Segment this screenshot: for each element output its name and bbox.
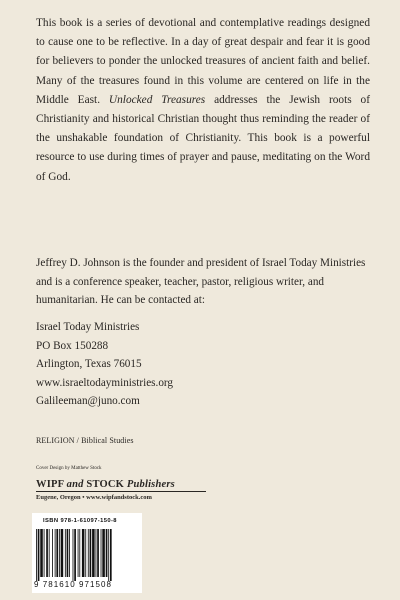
contact-address <box>36 318 173 411</box>
address-po-box: PO Box 150288 <box>36 339 109 352</box>
barcode-bar <box>44 529 45 577</box>
barcode-bar <box>82 529 85 577</box>
publisher-name-part-2: STOCK <box>83 479 127 490</box>
barcode-bar <box>102 529 105 577</box>
book-title-italic: Unlocked Treasures <box>108 93 206 106</box>
publisher-name-part-3: Publishers <box>126 479 175 490</box>
barcode-bar <box>74 529 76 581</box>
subject-category: RELIGION / Biblical Studies <box>36 436 134 445</box>
barcode-bar <box>96 529 97 577</box>
barcode-bar <box>90 529 92 577</box>
barcode-bar <box>46 529 48 577</box>
barcode-image <box>36 529 138 581</box>
barcode-bar <box>40 529 43 577</box>
address-website: www.israeltodayministries.org <box>36 376 174 389</box>
barcode-bar <box>55 529 56 577</box>
blurb-section <box>36 14 370 187</box>
publisher-name-and: and <box>66 479 84 490</box>
barcode-bar <box>61 529 64 577</box>
barcode-bar <box>69 529 70 577</box>
barcode-bar <box>92 529 95 577</box>
author-bio: Jeffrey D. Johnson is the founder and president of Israel Today Ministries and is a conference speaker, teacher, pastor, religious writer, and humanitarian. He can be contacted at: <box>36 257 366 307</box>
barcode-bar <box>106 529 108 577</box>
book-description <box>36 14 370 187</box>
barcode-bar <box>65 529 66 577</box>
barcode-bar <box>67 529 69 577</box>
cover-design-credit: Cover Design by Matthew Stock <box>36 466 102 471</box>
barcode-bar <box>79 529 80 577</box>
description-part-1: This book is a series of devotional and contemplative readings designed to cause one to be reflective. In a day of great despair and fear it is good for believers to ponder the unlocked treasures of ancient faith and belief. Many of the treasures found in this volume are centered on life in the Middle East. <box>36 17 370 106</box>
barcode-bar <box>85 529 86 577</box>
publisher-name <box>36 479 206 492</box>
barcode-bar <box>36 529 37 581</box>
barcode-bar <box>110 529 112 581</box>
description-part-2: addresses the Jewish roots of Christianity and historical Christian thought thus reminding the reader of the unshakable foundation of Christianity. This book is a powerful resource to use during times of prayer and pause, meditating on the Word of God. <box>36 93 371 183</box>
publisher-imprint <box>36 479 206 501</box>
barcode-bar <box>38 529 40 581</box>
barcode-bar <box>97 529 99 577</box>
barcode-bar <box>49 529 50 577</box>
barcode-bar <box>73 529 74 581</box>
barcode-bar <box>52 529 53 577</box>
address-email: Galileeman@juno.com <box>36 395 140 408</box>
barcode-bar <box>59 529 60 577</box>
barcode-digits: 9 781610 971508 <box>34 580 113 589</box>
publisher-name-part-1: WIPF <box>36 479 67 490</box>
address-org: Israel Today Ministries <box>36 321 140 333</box>
isbn-barcode-box <box>32 513 142 593</box>
barcode-bar <box>108 529 109 581</box>
barcode-bar <box>78 529 79 577</box>
barcode-bar <box>88 529 89 577</box>
barcode-bar <box>56 529 58 577</box>
barcode-bar <box>101 529 102 577</box>
address-city: Arlington, Texas 76015 <box>36 358 142 371</box>
publisher-location: Eugene, Oregon • www.wipfandstock.com <box>36 494 152 501</box>
isbn-text: ISBN 978-1-61097-150-8 <box>43 518 117 524</box>
